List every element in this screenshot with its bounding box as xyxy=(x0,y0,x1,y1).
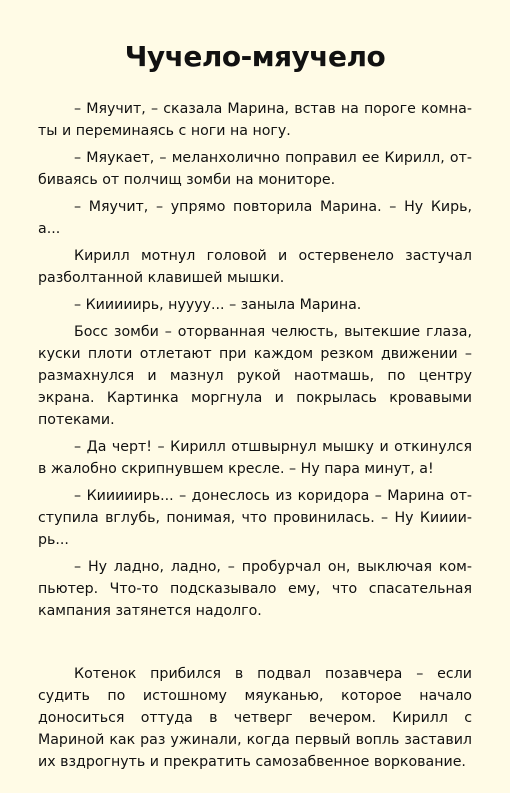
paragraph: – Да черт! – Кирилл отшвырнул мышку и откинулся в жалобно скрипнувшем кресле. – Ну пара минут, а! xyxy=(38,439,472,477)
paragraph: – Ну ладно, ладно, – пробурчал он, выключая компьютер. Что-то подсказывало ему, что спасательная кампания затянется надолго. xyxy=(38,559,472,619)
paragraph: – Мяучит, – сказала Марина, встав на пороге комнаты и переминаясь с ноги на ногу. xyxy=(38,101,472,139)
paragraph: – Мяучит, – упрямо повторила Марина. – Ну Кирь, а... xyxy=(38,199,472,237)
paragraph: – Мяукает, – меланхолично поправил ее Кирилл, отбиваясь от полчищ зомби на мониторе. xyxy=(38,150,472,188)
paragraph: Кирилл мотнул головой и остервенело застучал разболтанной клавишей мышки. xyxy=(38,248,472,286)
chapter-title: Чучело-мяучело xyxy=(124,40,386,73)
paragraph: – Кииииирь, нуууу... – заныла Марина. xyxy=(74,297,362,313)
paragraph: Босс зомби – оторванная челюсть, вытекшие глаза, куски плоти отлетают при каждом резком движении – размахнулся и мазнул рукой наотмашь, по центру экрана. Картинка моргнула и покрылась кровавыми потеками. xyxy=(38,324,472,428)
section-break xyxy=(38,627,472,663)
paragraph: Котенок прибился в подвал позавчера – если судить по истошному мяуканью, которое начало доноситься оттуда в четверг вечером. Кирилл с Мариной как раз ужинали, когда первый вопль заставил их вздрогнуть и прекратить самозабвенное воркование. xyxy=(38,666,472,770)
paragraph: – Кииииирь... – донеслось из коридора – Марина отступила вглубь, понимая, что провинилась. – Ну Киииирь... xyxy=(38,488,472,548)
